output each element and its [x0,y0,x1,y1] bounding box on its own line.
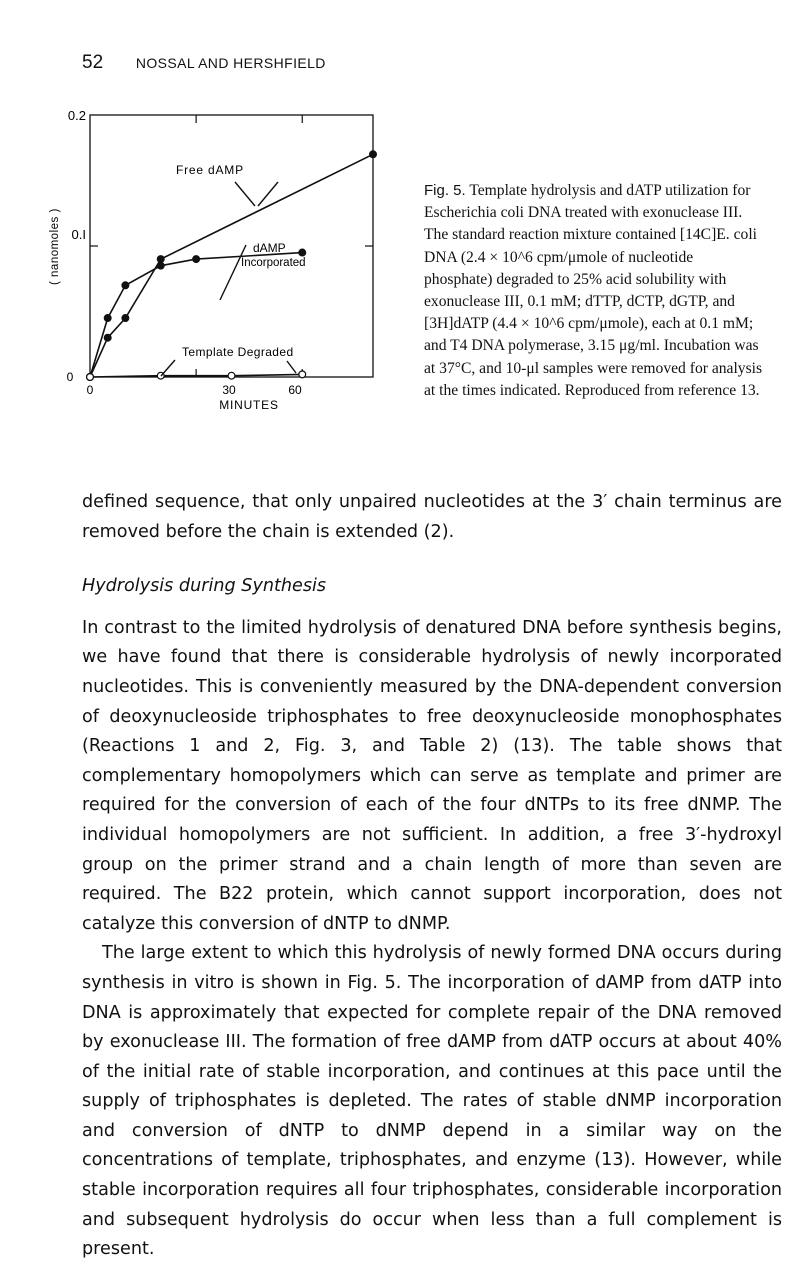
page-number: 52 [82,52,104,73]
body-text [82,488,782,1265]
y-tick-label: 0 [66,370,74,384]
caption-text: Template hydrolysis and dATP utilization for Escherichia coli DNA treated with exonuclease III. The standard reaction mixture contained [14C]E. coli DNA (2.4 × 10^6 cpm/μmole of nucleotide phosphate) degraded to 25% acid solubility with exonuclease III, 0.1 mM; dTTP, dCTP, dGTP, and [3H]dATP (4.4 × 10^6 cpm/μmole), each at 0.1 mM; and T4 DNA polymerase, 3.15 μg/ml. Incubation was at 37°C, and 10-μl samples were removed for analysis at the times indicated. Reproduced from reference 13. [424,182,763,399]
section-heading: Hydrolysis during Synthesis [82,576,327,597]
figure-caption [424,180,764,402]
leader-line-degraded [161,360,175,376]
series-template-degraded-point [87,374,94,381]
paragraph: The large extent to which this hydrolysis of newly formed DNA occurs during synthesis in vitro is shown in Fig. 5. The incorporation of dAMP from dATP into DNA is approximately that expected for complete repair of the DNA removed by exonuclease III. The formation of free dAMP from dATP occurs at about 40% of the initial rate of stable incorporation, and continues at this pace until the supply of triphosphates is depleted. The rates of stable dNMP incorporation and conversion of dNTP to dNMP depend in a similar way on the concentrations of template, triphosphates, and enzyme (13). However, while stable incorporation requires all four triphosphates, considerable incorporation and subsequent hydrolysis do occur when less than a full complement is present. [82,943,782,1260]
series-free-damp-point [104,334,111,341]
series-damp-incorporated-point [122,282,129,289]
y-axis-label: ( nanomoles ) [49,208,61,285]
series-damp-incorporated-point [299,249,306,256]
y-tick-label: 0.2 [67,108,86,123]
series-template-degraded-point [299,371,306,378]
plot-frame [90,115,373,377]
series-free-damp-point [370,151,377,158]
series-damp-incorporated-point [157,262,164,269]
x-tick-label: 0 [86,383,94,397]
x-axis-label: MINUTES [219,398,279,412]
x-tick-label: 30 [222,383,236,397]
series-free-damp-point [157,256,164,263]
annotation-damp-incorporated-1: dAMP [253,241,286,255]
series-free-damp-point [122,315,129,322]
series-free-damp-line [90,154,373,377]
running-header [82,52,326,74]
y-tick-label: 0.I [71,227,86,242]
leader-line-degraded [287,361,296,373]
series-template-degraded-point [228,372,235,379]
caption-label: Fig. 5. [424,182,466,199]
paragraph: In contrast to the limited hydrolysis of denatured DNA before synthesis begins, we have found that there is considerable hydrolysis of newly incorporated nucleotides. This is conveniently measured by the DNA-dependent conversion of deoxynucleoside triphosphates to free deoxynucleoside monophosphates (Reactions 1 and 2, Fig. 3, and Table 2) (13). The table shows that complementary homopolymers which can serve as template and primer are required for the conversion of each of the four dNTPs to its free dNMP. The individual homopolymers are not sufficient. In addition, a free 3′-hydroxyl group on the primer strand and a chain length of more than seven are required. The B22 protein, which cannot support incorporation, does not catalyze this conversion of dNTP to dNMP. [82,617,782,934]
running-head: NOSSAL AND HERSHFIELD [135,55,326,71]
line-chart [40,100,400,420]
x-tick-label: 60 [288,383,302,397]
series-damp-incorporated-point [104,315,111,322]
leader-line-incorporated [220,245,246,300]
series-damp-incorporated-point [193,256,200,263]
annotation-damp-incorporated-2: Incorporated [241,257,306,269]
figure-5 [40,100,400,420]
paragraph: defined sequence, that only unpaired nucleotides at the 3′ chain terminus are removed before the chain is extended (2). [82,492,782,542]
annotation-free-damp: Free dAMP [176,163,244,177]
leader-line-free [235,182,255,206]
annotation-template-degraded: Template Degraded [182,345,294,359]
